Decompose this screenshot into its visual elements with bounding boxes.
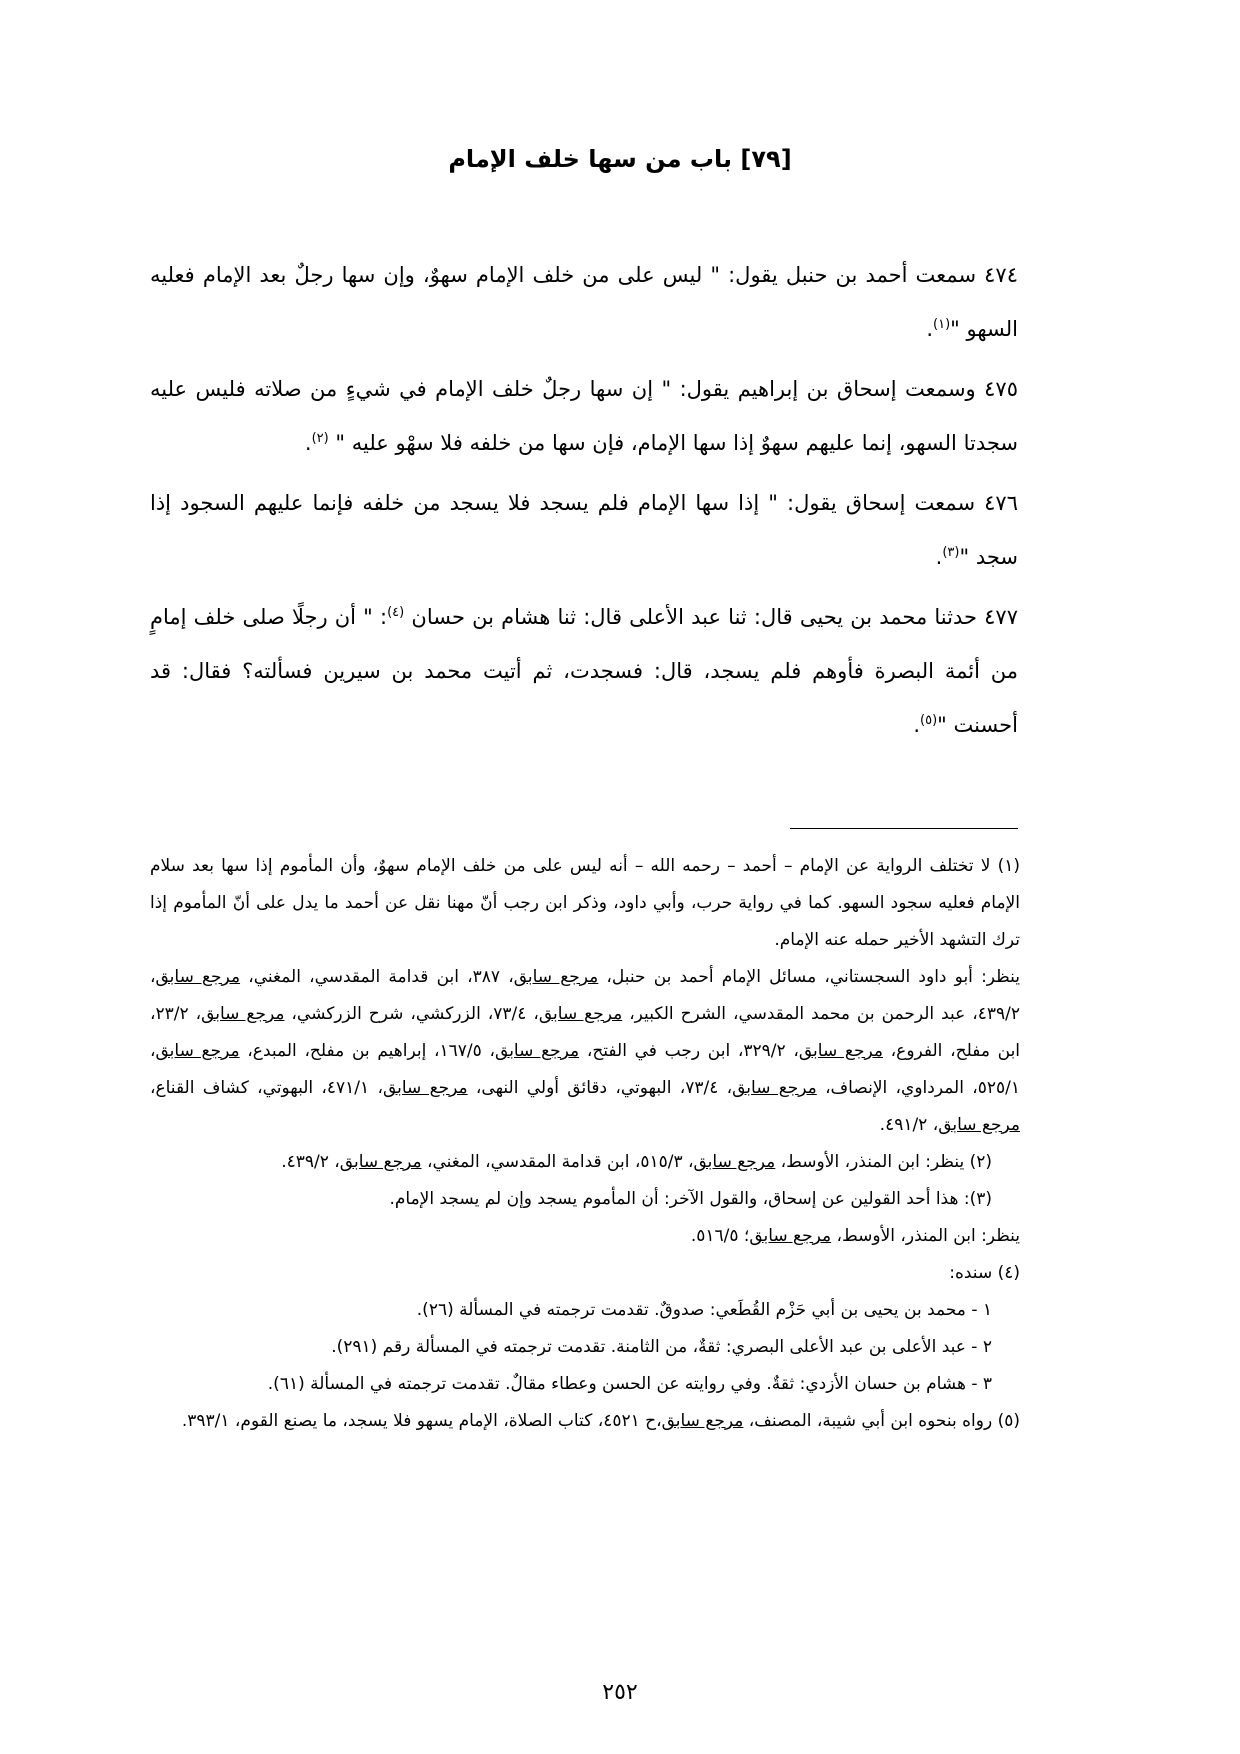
note-text: ، ٣٢٩/٢، ابن رجب في الفتح، — [579, 1041, 799, 1061]
paragraph-text: : " أن رجلًا صلى خلف إمامٍ من أئمة البصرة فأوهم فلم يسجد، قال: فسجدت، ثم أتيت محمد بن سيرين فسألته؟ فقال: قد أحسنت " — [150, 605, 1018, 737]
footnote-4: (٤) سنده: — [949, 1263, 1020, 1283]
footnote-3-sources — [150, 1218, 1020, 1255]
note-text: (٢) ينظر: ابن المنذر، الأوسط، — [775, 1152, 992, 1172]
reference-link[interactable]: مرجع سابق — [661, 1411, 744, 1431]
narrator-3: ٣ - هشام بن حسان الأزدي: ثقةٌ. وفي روايته عن الحسن وعطاء مقالٌ. تقدمت ترجمته في المسألة (٦١). — [267, 1374, 992, 1394]
paragraph-476 — [150, 476, 1018, 584]
main-text — [150, 248, 1018, 758]
paragraph-end: . — [304, 431, 312, 455]
note-text: ، ٧٣/٤، الزركشي، شرح الزركشي، — [284, 1004, 539, 1024]
reference-link[interactable]: مرجع سابق — [732, 1078, 817, 1098]
paragraph-text: ٤٧٥ وسمعت إسحاق بن إبراهيم يقول: " إن سها رجلٌ خلف الإمام في شيءٍ من صلاته فليس عليه سجدتا السهو، إنما عليهم سهوٌ إذا سها الإمام، فإن سها من خلفه فلا سهْو عليه " — [150, 377, 1018, 455]
footnote-ref[interactable]: (٥) — [920, 713, 938, 728]
reference-link[interactable]: مرجع سابق — [201, 1004, 285, 1024]
note-text: ، ٤٩١/٢. — [879, 1115, 939, 1135]
footnote-ref[interactable]: (٤) — [387, 605, 405, 620]
reference-link[interactable]: مرجع سابق — [495, 1041, 580, 1061]
footnote-2 — [150, 1144, 1020, 1181]
paragraph-end: . — [913, 713, 921, 737]
reference-link[interactable]: مرجع سابق — [749, 1226, 832, 1246]
footnote-ref[interactable]: (٢) — [311, 431, 329, 446]
chapter-title: [٧٩] باب من سها خلف الإمام — [448, 145, 792, 173]
footnote-ref[interactable]: (٣) — [942, 545, 960, 560]
footnote-separator — [790, 828, 1018, 829]
paragraph-477 — [150, 590, 1018, 752]
note-text: ، ٢٣/٢، ابن مفلح، الفروع، — [150, 1004, 1021, 1061]
paragraph-text: ٤٧٦ سمعت إسحاق يقول: " إذا سها الإمام فلم يسجد فلا يسجد من خلفه فإنما عليهم السجود إذا سجد " — [150, 491, 1018, 569]
reference-link[interactable]: مرجع سابق — [798, 1041, 883, 1061]
narrator-1: ١ - محمد بن يحيى بن أبي حَزْم القُطَعي: صدوقٌ. تقدمت ترجمته في المسألة (٢٦). — [416, 1300, 992, 1320]
reference-link[interactable]: مرجع سابق — [155, 967, 241, 987]
note-text: ، ٧٣/٤، البهوتي، دقائق أولي النهى، — [467, 1078, 733, 1098]
note-text: ، ٤٣٩/٢، عبد الرحمن بن محمد المقدسي، الشرح الكبير، — [150, 967, 1021, 1024]
note-text: ، ١٦٧/٥، إبراهيم بن مفلح، المبدع، — [239, 1041, 496, 1061]
narrator-2: ٢ - عبد الأعلى بن عبد الأعلى البصري: ثقةٌ، من الثامنة. تقدمت ترجمته في المسألة رقم (٢٩١). — [331, 1337, 992, 1357]
footnote-3: (٣): هذا أحد القولين عن إسحاق، والقول الآخر: أن المأموم يسجد وإن لم يسجد الإمام. — [389, 1189, 992, 1209]
footnotes — [150, 848, 1020, 1440]
note-text: ، ٣٨٧، ابن قدامة المقدسي، المغني، — [240, 967, 514, 987]
note-text: ، ٥١٥/٣، ابن قدامة المقدسي، المغني، — [421, 1152, 694, 1172]
reference-link[interactable]: مرجع سابق — [513, 967, 599, 987]
note-text: ، ٤٣٩/٢. — [281, 1152, 340, 1172]
page-number: ٢٥٢ — [602, 1680, 638, 1705]
note-text: (٥) رواه بنحوه ابن أبي شيبة، المصنف، — [743, 1411, 1020, 1431]
paragraph-end: . — [935, 545, 943, 569]
reference-link[interactable]: مرجع سابق — [382, 1078, 468, 1098]
reference-link[interactable]: مرجع سابق — [538, 1004, 623, 1024]
paragraph-text: ٤٧٤ سمعت أحمد بن حنبل يقول: " ليس على من خلف الإمام سهوٌ، وإن سها رجلٌ بعد الإمام فعليه السهو " — [150, 263, 1018, 341]
paragraph-474 — [150, 248, 1018, 356]
paragraph-end: . — [926, 317, 934, 341]
reference-link[interactable]: مرجع سابق — [938, 1115, 1020, 1135]
note-text: ، ٤٧١/١، البهوتي، كشاف القناع، — [150, 1078, 383, 1098]
paragraph-text: ٤٧٧ حدثنا محمد بن يحيى قال: ثنا عبد الأعلى قال: ثنا هشام بن حسان — [411, 605, 1018, 629]
reference-link[interactable]: مرجع سابق — [339, 1152, 422, 1172]
note-text: ينظر: أبو داود السجستاني، مسائل الإمام أحمد بن حنبل، — [598, 967, 1020, 987]
note-text: ، ٥٢٥/١، المرداوي، الإنصاف، — [150, 1041, 1020, 1098]
footnote-1: (١) لا تختلف الرواية عن الإمام – أحمد – رحمه الله – أنه ليس على من خلف الإمام سهوٌ، وأن المأموم إذا سها بعد سلام الإمام فعليه سجود السهو. كما في رواية حرب، وأبي داود، وذكر ابن رجب أنّ مهنا نقل عن أحمد ما يدل على أنّ المأموم إذا ترك التشهد الأخير حمله عنه الإمام. — [150, 856, 1020, 950]
footnote-1-sources — [150, 959, 1020, 1144]
paragraph-475 — [150, 362, 1018, 470]
note-text: ينظر: ابن المنذر، الأوسط، — [831, 1226, 1020, 1246]
note-text: ،ح ٤٥٢١، كتاب الصلاة، الإمام يسهو فلا يسجد، ما يصنع القوم، ٣٩٣/١. — [181, 1411, 662, 1431]
footnote-5 — [150, 1403, 1020, 1440]
reference-link[interactable]: مرجع سابق — [155, 1041, 240, 1061]
footnote-ref[interactable]: (١) — [933, 317, 951, 332]
note-text: ؛ ٥١٦/٥. — [690, 1226, 750, 1246]
reference-link[interactable]: مرجع سابق — [693, 1152, 776, 1172]
